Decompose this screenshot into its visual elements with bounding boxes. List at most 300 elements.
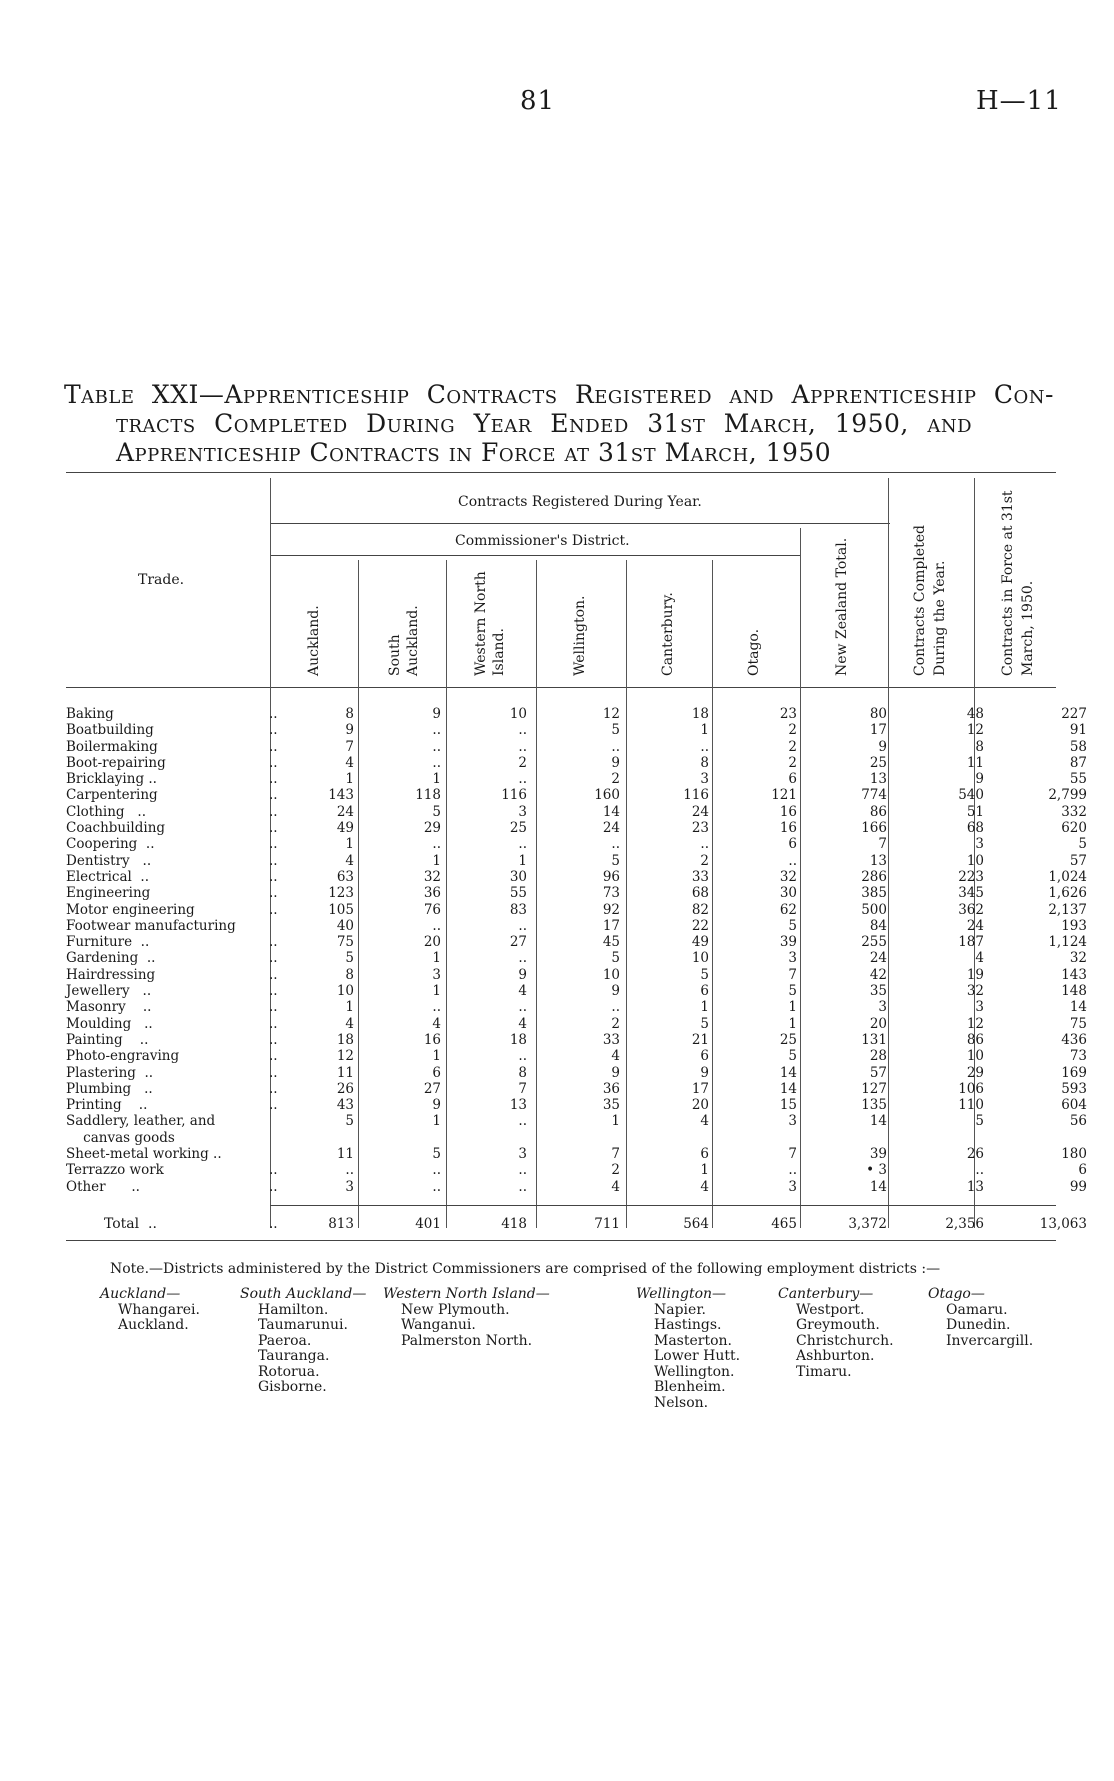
value-cell: 17 bbox=[869, 722, 887, 739]
value-cell: 10 bbox=[966, 852, 984, 869]
table-row bbox=[66, 1179, 1087, 1195]
employment-district: Whangarei. bbox=[118, 1301, 200, 1318]
trade-cell: Photo-engraving bbox=[66, 1048, 180, 1065]
value-cell: .. bbox=[518, 738, 527, 755]
district-header-otago: Otago. bbox=[746, 628, 762, 676]
value-cell: 4 bbox=[345, 1015, 354, 1032]
value-cell: 12 bbox=[966, 722, 984, 739]
value-cell: 48 bbox=[966, 706, 984, 722]
value-cell: 6 bbox=[788, 836, 797, 853]
value-cell: .. bbox=[518, 1178, 527, 1195]
value-cell: .. bbox=[518, 917, 527, 934]
value-cell: 160 bbox=[594, 787, 620, 804]
leader-dots bbox=[269, 1146, 281, 1162]
employment-district: Napier. bbox=[654, 1301, 706, 1318]
table-row bbox=[66, 804, 1087, 820]
value-cell: 3 bbox=[518, 803, 527, 820]
table-row bbox=[66, 918, 1087, 934]
value-cell: 62 bbox=[779, 901, 797, 918]
trade-cell: Dentistry .. bbox=[66, 852, 152, 869]
value-cell: 5 bbox=[432, 1146, 441, 1163]
value-cell: 1 bbox=[345, 836, 354, 853]
value-cell: 63 bbox=[336, 868, 354, 885]
table-row bbox=[66, 869, 1087, 885]
table-row bbox=[66, 983, 1087, 999]
leader-dots: .. bbox=[269, 1031, 278, 1048]
leader-dots: .. bbox=[269, 1216, 278, 1232]
table-row bbox=[66, 967, 1087, 983]
value-cell: 11 bbox=[966, 754, 984, 771]
total-value: 3,372 bbox=[848, 1216, 887, 1232]
employment-district: Auckland. bbox=[118, 1317, 189, 1333]
table-row bbox=[66, 1097, 1087, 1113]
value-cell: 1 bbox=[788, 999, 797, 1016]
value-cell: 7 bbox=[611, 1146, 620, 1163]
table-row bbox=[66, 1065, 1087, 1081]
employment-district: Wellington. bbox=[654, 1363, 735, 1380]
value-cell: 5 bbox=[1078, 836, 1087, 853]
value-cell: 11 bbox=[336, 1146, 354, 1163]
value-cell: 1 bbox=[345, 999, 354, 1016]
value-cell: 3 bbox=[878, 999, 887, 1016]
district-header-wellington: Wellington. bbox=[572, 595, 588, 676]
employment-district: Gisborne. bbox=[258, 1379, 327, 1395]
trade-cell: Motor engineering bbox=[66, 901, 195, 918]
trade-cell: Footwear manufacturing bbox=[66, 917, 236, 934]
value-cell: 32 bbox=[966, 983, 984, 1000]
value-cell: 23 bbox=[691, 820, 709, 837]
table-row bbox=[66, 1146, 1087, 1162]
table-row bbox=[66, 950, 1087, 966]
value-cell: 1,626 bbox=[1048, 885, 1087, 902]
value-cell: 56 bbox=[1069, 1113, 1087, 1130]
leader-dots: .. bbox=[269, 722, 278, 739]
district-header-south-auckland: South Auckland. bbox=[387, 605, 421, 676]
value-cell: 9 bbox=[975, 771, 984, 788]
value-cell: 4 bbox=[518, 1015, 527, 1032]
value-cell: 27 bbox=[423, 1080, 441, 1097]
total-rule bbox=[270, 1205, 1056, 1206]
leader-dots: .. bbox=[269, 820, 278, 837]
value-cell: 12 bbox=[336, 1048, 354, 1065]
registered-group-header: Contracts Registered During Year. bbox=[458, 494, 702, 510]
district-column bbox=[778, 1287, 894, 1380]
value-cell: 169 bbox=[1061, 1064, 1087, 1081]
value-cell: 73 bbox=[1069, 1048, 1087, 1065]
trade-cell: Hairdressing bbox=[66, 966, 156, 983]
value-cell: 80 bbox=[869, 706, 887, 722]
value-cell bbox=[797, 1130, 887, 1146]
page-code: H—11 bbox=[976, 86, 1062, 116]
trade-cell: Carpentering bbox=[66, 787, 158, 804]
value-cell: .. bbox=[518, 836, 527, 853]
value-cell: 7 bbox=[788, 966, 797, 983]
trade-cell: Sheet-metal working .. bbox=[66, 1146, 222, 1163]
value-cell: 25 bbox=[869, 754, 887, 771]
value-cell: .. bbox=[518, 1162, 527, 1179]
value-cell: 106 bbox=[958, 1080, 984, 1097]
value-cell: 3 bbox=[788, 950, 797, 967]
value-cell: 16 bbox=[779, 820, 797, 837]
value-cell: 20 bbox=[423, 934, 441, 951]
value-cell: 32 bbox=[1069, 950, 1087, 967]
table-row bbox=[66, 771, 1087, 787]
employment-district: Wanganui. bbox=[401, 1317, 476, 1333]
value-cell: 193 bbox=[1061, 917, 1087, 934]
value-cell: 223 bbox=[958, 868, 984, 885]
value-cell: 9 bbox=[611, 1064, 620, 1081]
table-row bbox=[66, 1162, 1087, 1178]
leader-dots: .. bbox=[269, 901, 278, 918]
value-cell: 166 bbox=[861, 820, 887, 837]
value-cell: 3 bbox=[518, 1146, 527, 1163]
value-cell: 110 bbox=[958, 1097, 984, 1114]
value-cell: 135 bbox=[861, 1097, 887, 1114]
total-value: 13,063 bbox=[1039, 1216, 1087, 1232]
value-cell: 2 bbox=[611, 1162, 620, 1179]
value-cell: 10 bbox=[691, 950, 709, 967]
leader-dots: .. bbox=[269, 738, 278, 755]
value-cell: 2,799 bbox=[1048, 787, 1087, 804]
employment-district: Hastings. bbox=[654, 1317, 722, 1333]
value-cell: 187 bbox=[958, 934, 984, 951]
total-value: 564 bbox=[683, 1216, 709, 1232]
value-cell: 73 bbox=[602, 885, 620, 902]
value-cell: 148 bbox=[1061, 983, 1087, 1000]
value-cell: 8 bbox=[345, 706, 354, 722]
table-row bbox=[66, 1016, 1087, 1032]
value-cell: .. bbox=[432, 754, 441, 771]
employment-district: Invercargill. bbox=[946, 1332, 1034, 1349]
value-cell: 7 bbox=[518, 1080, 527, 1097]
value-cell: 593 bbox=[1061, 1080, 1087, 1097]
value-cell: 14 bbox=[1069, 999, 1087, 1016]
value-cell: 86 bbox=[966, 1031, 984, 1048]
value-cell: .. bbox=[975, 1162, 984, 1179]
value-cell: 58 bbox=[1069, 738, 1087, 755]
value-cell: 5 bbox=[611, 950, 620, 967]
value-cell: 35 bbox=[602, 1097, 620, 1114]
value-cell: 6 bbox=[788, 771, 797, 788]
value-cell: 14 bbox=[779, 1064, 797, 1081]
leader-dots: .. bbox=[269, 868, 278, 885]
value-cell: 6 bbox=[1078, 1162, 1087, 1179]
value-cell: 39 bbox=[779, 934, 797, 951]
value-cell: 14 bbox=[602, 803, 620, 820]
table-row bbox=[66, 853, 1087, 869]
employment-district: Rotorua. bbox=[258, 1363, 320, 1380]
value-cell: .. bbox=[611, 999, 620, 1016]
value-cell: 4 bbox=[700, 1113, 709, 1130]
value-cell: 9 bbox=[611, 983, 620, 1000]
total-value: 465 bbox=[771, 1216, 797, 1232]
value-cell: 5 bbox=[700, 966, 709, 983]
value-cell: 5 bbox=[700, 1015, 709, 1032]
value-cell: 11 bbox=[336, 1064, 354, 1081]
header-bottom-rule bbox=[66, 687, 1056, 688]
value-cell: 24 bbox=[869, 950, 887, 967]
employment-district: Greymouth. bbox=[796, 1317, 880, 1333]
value-cell: 1 bbox=[700, 999, 709, 1016]
leader-dots: .. bbox=[269, 950, 278, 967]
value-cell: 1 bbox=[432, 1113, 441, 1130]
trade-cell: canvas goods bbox=[66, 1129, 175, 1146]
value-cell: 20 bbox=[869, 1015, 887, 1032]
table-row bbox=[66, 739, 1087, 755]
value-cell: .. bbox=[518, 771, 527, 788]
value-cell: 32 bbox=[779, 868, 797, 885]
table-row bbox=[66, 885, 1087, 901]
value-cell: 7 bbox=[878, 836, 887, 853]
value-cell bbox=[281, 1130, 354, 1146]
value-cell: 5 bbox=[611, 722, 620, 739]
district-column bbox=[240, 1287, 366, 1396]
value-cell: 12 bbox=[602, 706, 620, 722]
value-cell: 4 bbox=[611, 1178, 620, 1195]
district-column bbox=[636, 1287, 740, 1411]
page-number: 81 bbox=[520, 86, 556, 116]
value-cell: 5 bbox=[975, 1113, 984, 1130]
value-cell: .. bbox=[788, 1162, 797, 1179]
value-cell: 3 bbox=[432, 966, 441, 983]
value-cell: 9 bbox=[611, 754, 620, 771]
trade-cell: Plumbing .. bbox=[66, 1080, 153, 1097]
in-force-header: Contracts in Force at 31st March, 1950. bbox=[1000, 490, 1036, 676]
value-cell: 12 bbox=[966, 1015, 984, 1032]
value-cell: 39 bbox=[869, 1146, 887, 1163]
district-group-header: Commissioner's District. bbox=[455, 533, 630, 549]
value-cell: 5 bbox=[788, 1048, 797, 1065]
value-cell: .. bbox=[611, 836, 620, 853]
trade-cell: Boot-repairing bbox=[66, 754, 166, 771]
value-cell: 3 bbox=[788, 1113, 797, 1130]
value-cell: .. bbox=[432, 917, 441, 934]
value-cell: 6 bbox=[700, 983, 709, 1000]
value-cell: 1 bbox=[432, 852, 441, 869]
value-cell: 2 bbox=[611, 771, 620, 788]
value-cell: 87 bbox=[1069, 754, 1087, 771]
value-cell: 2 bbox=[611, 1015, 620, 1032]
value-cell: 4 bbox=[611, 1048, 620, 1065]
value-cell: 55 bbox=[1069, 771, 1087, 788]
leader-dots: .. bbox=[269, 934, 278, 951]
value-cell: 35 bbox=[869, 983, 887, 1000]
value-cell: 24 bbox=[691, 803, 709, 820]
district-group-rule bbox=[270, 555, 800, 556]
value-cell: 1 bbox=[518, 852, 527, 869]
value-cell: 4 bbox=[700, 1178, 709, 1195]
table-row bbox=[66, 836, 1087, 852]
value-cell: 143 bbox=[328, 787, 354, 804]
trade-cell: Coachbuilding bbox=[66, 820, 166, 837]
value-cell: 91 bbox=[1069, 722, 1087, 739]
trade-cell: Painting .. bbox=[66, 1031, 149, 1048]
leader-dots: .. bbox=[269, 999, 278, 1016]
value-cell: .. bbox=[432, 722, 441, 739]
value-cell bbox=[620, 1130, 709, 1146]
district-name: South Auckland— bbox=[240, 1286, 367, 1302]
value-cell: 92 bbox=[602, 901, 620, 918]
value-cell bbox=[527, 1130, 620, 1146]
title-line-1: Table XXI—Apprenticeship Contracts Registered and Apprenticeship Con- bbox=[64, 380, 1054, 409]
trade-cell: Moulding .. bbox=[66, 1015, 153, 1032]
employment-district: Taumarunui. bbox=[258, 1317, 348, 1333]
value-cell: 86 bbox=[869, 803, 887, 820]
value-cell: 1 bbox=[432, 771, 441, 788]
value-cell: 33 bbox=[691, 868, 709, 885]
value-cell: .. bbox=[345, 1162, 354, 1179]
leader-dots: .. bbox=[269, 771, 278, 788]
value-cell: 6 bbox=[700, 1146, 709, 1163]
total-header: New Zealand Total. bbox=[834, 537, 850, 676]
table-row bbox=[66, 934, 1087, 950]
table-row bbox=[66, 1032, 1087, 1048]
leader-dots: .. bbox=[269, 1080, 278, 1097]
value-cell: 143 bbox=[1061, 966, 1087, 983]
value-cell: 436 bbox=[1061, 1031, 1087, 1048]
value-cell: 3 bbox=[345, 1178, 354, 1195]
value-cell: 13 bbox=[869, 771, 887, 788]
value-cell: 7 bbox=[345, 738, 354, 755]
trade-cell: Baking bbox=[66, 706, 114, 722]
value-cell: 1 bbox=[345, 771, 354, 788]
value-cell: 14 bbox=[869, 1113, 887, 1130]
total-row bbox=[66, 1216, 1087, 1232]
value-cell: 68 bbox=[691, 885, 709, 902]
trade-cell: Electrical .. bbox=[66, 868, 150, 885]
title-line-2: tracts Completed During Year Ended 31st March, 1950, and bbox=[116, 409, 973, 438]
trade-cell: Jewellery .. bbox=[66, 983, 152, 1000]
table-row bbox=[66, 722, 1087, 738]
district-name: Wellington— bbox=[636, 1286, 727, 1302]
title-line-3: Apprenticeship Contracts in Force at 31st March, 1950 bbox=[116, 438, 832, 467]
value-cell: 24 bbox=[336, 803, 354, 820]
value-cell: 2 bbox=[788, 722, 797, 739]
value-cell: 49 bbox=[336, 820, 354, 837]
district-name: Western North Island— bbox=[383, 1286, 550, 1302]
value-cell: 620 bbox=[1061, 820, 1087, 837]
leader-dots bbox=[269, 1113, 281, 1129]
value-cell: 22 bbox=[691, 917, 709, 934]
value-cell: 49 bbox=[691, 934, 709, 951]
value-cell: 5 bbox=[611, 852, 620, 869]
trade-cell: Terrazzo work bbox=[66, 1162, 164, 1179]
value-cell: .. bbox=[700, 738, 709, 755]
employment-district: Tauranga. bbox=[258, 1348, 330, 1364]
value-cell: 84 bbox=[869, 917, 887, 934]
value-cell: 23 bbox=[779, 706, 797, 722]
leader-dots: .. bbox=[269, 706, 278, 722]
value-cell: 17 bbox=[602, 917, 620, 934]
employment-district: Dunedin. bbox=[946, 1317, 1011, 1333]
value-cell: 1 bbox=[611, 1113, 620, 1130]
value-cell: 30 bbox=[509, 868, 527, 885]
value-cell: 2 bbox=[788, 754, 797, 771]
value-cell: 75 bbox=[1069, 1015, 1087, 1032]
value-cell: 1 bbox=[700, 1162, 709, 1179]
trade-cell: Coopering .. bbox=[66, 836, 155, 853]
value-cell: 1 bbox=[788, 1015, 797, 1032]
value-cell: 6 bbox=[700, 1048, 709, 1065]
value-cell: 14 bbox=[779, 1080, 797, 1097]
table-bottom-rule bbox=[66, 1240, 1056, 1241]
value-cell: 26 bbox=[966, 1146, 984, 1163]
value-cell: 362 bbox=[958, 901, 984, 918]
value-cell: 2 bbox=[788, 738, 797, 755]
value-cell: 75 bbox=[336, 934, 354, 951]
value-cell: 116 bbox=[683, 787, 709, 804]
value-cell: 4 bbox=[345, 852, 354, 869]
district-header-western-north-island: Western North Island. bbox=[473, 571, 507, 676]
value-cell: 40 bbox=[336, 917, 354, 934]
value-cell: 3 bbox=[975, 836, 984, 853]
value-cell: 1,124 bbox=[1048, 934, 1087, 951]
total-value: 2,356 bbox=[945, 1216, 984, 1232]
value-cell: .. bbox=[611, 738, 620, 755]
trade-cell: Furniture .. bbox=[66, 934, 150, 951]
value-cell: 17 bbox=[691, 1080, 709, 1097]
total-label: Total .. bbox=[104, 1216, 157, 1232]
value-cell: 13 bbox=[509, 1097, 527, 1114]
leader-dots: .. bbox=[269, 1064, 278, 1081]
employment-district: Christchurch. bbox=[796, 1332, 894, 1349]
value-cell: 10 bbox=[336, 983, 354, 1000]
value-cell: 774 bbox=[861, 787, 887, 804]
value-cell: 180 bbox=[1061, 1146, 1087, 1163]
district-column bbox=[100, 1287, 200, 1334]
value-cell: 118 bbox=[415, 787, 441, 804]
trade-cell: Plastering .. bbox=[66, 1064, 154, 1081]
employment-district: New Plymouth. bbox=[401, 1301, 510, 1318]
value-cell: 57 bbox=[1069, 852, 1087, 869]
value-cell: 10 bbox=[602, 966, 620, 983]
value-cell: 5 bbox=[345, 950, 354, 967]
leader-dots: .. bbox=[269, 966, 278, 983]
value-cell: .. bbox=[432, 1162, 441, 1179]
employment-district: Westport. bbox=[796, 1301, 865, 1318]
district-column bbox=[383, 1287, 550, 1349]
value-cell: 1 bbox=[432, 1048, 441, 1065]
value-cell: 43 bbox=[336, 1097, 354, 1114]
trade-cell: Engineering bbox=[66, 885, 151, 902]
value-cell: 5 bbox=[788, 983, 797, 1000]
value-cell: 4 bbox=[518, 983, 527, 1000]
value-cell: 5 bbox=[432, 803, 441, 820]
value-cell: 116 bbox=[501, 787, 527, 804]
value-cell: 13 bbox=[869, 852, 887, 869]
value-cell: 286 bbox=[861, 868, 887, 885]
value-cell: 604 bbox=[1061, 1097, 1087, 1114]
value-cell: 28 bbox=[869, 1048, 887, 1065]
value-cell: 127 bbox=[861, 1080, 887, 1097]
leader-dots bbox=[269, 1130, 281, 1146]
leader-dots: .. bbox=[269, 803, 278, 820]
value-cell: • 3 bbox=[866, 1162, 887, 1179]
table-row bbox=[66, 706, 1087, 722]
value-cell: 4 bbox=[975, 950, 984, 967]
value-cell: 9 bbox=[700, 1064, 709, 1081]
value-cell bbox=[984, 1130, 1087, 1146]
district-name: Canterbury— bbox=[778, 1286, 874, 1302]
registered-group-rule bbox=[270, 523, 890, 524]
value-cell: 30 bbox=[779, 885, 797, 902]
value-cell: 255 bbox=[861, 934, 887, 951]
value-cell: 131 bbox=[861, 1031, 887, 1048]
table-row bbox=[66, 902, 1087, 918]
trade-cell: Boilermaking bbox=[66, 738, 158, 755]
employment-district: Paeroa. bbox=[258, 1332, 312, 1349]
value-cell: 24 bbox=[966, 917, 984, 934]
